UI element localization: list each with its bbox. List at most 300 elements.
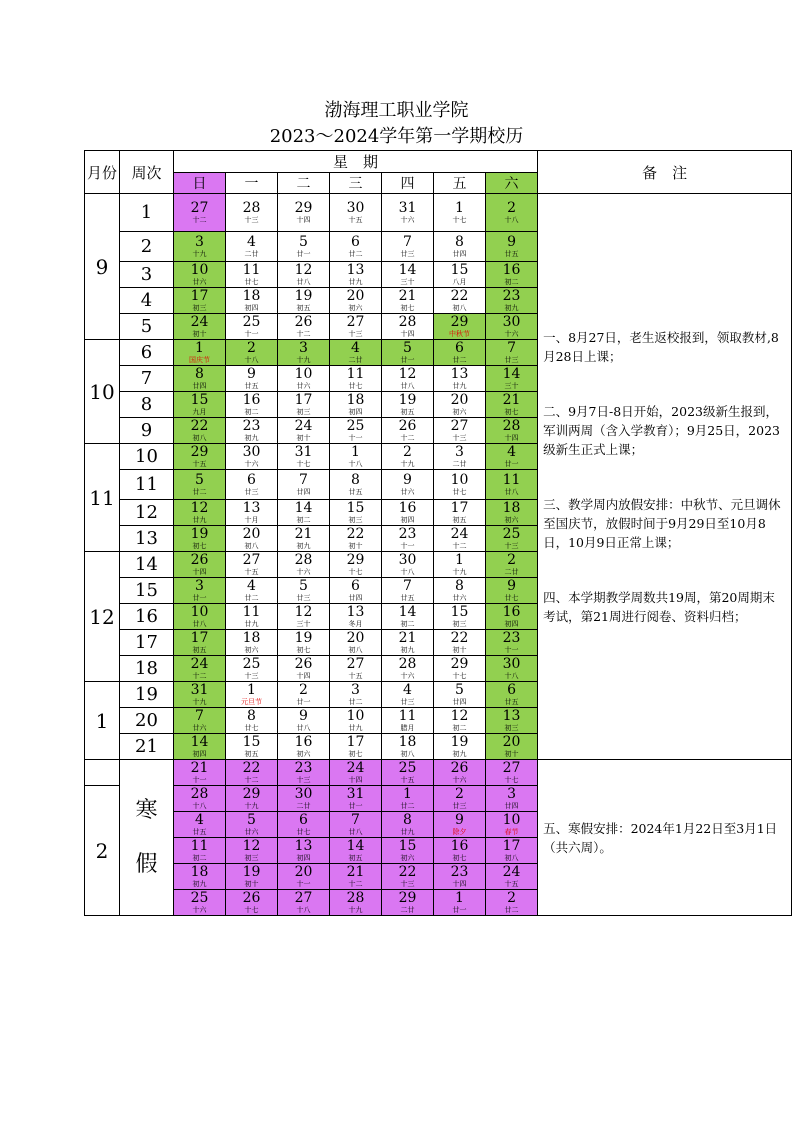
lunar-date: 初三: [348, 515, 363, 524]
day-cell: [382, 838, 434, 864]
lunar-date: 腊月: [400, 723, 415, 732]
day-cell: [278, 470, 330, 500]
day-number: 10: [294, 365, 313, 382]
day-number: 23: [502, 629, 521, 646]
week-number: 3: [120, 262, 174, 288]
lunar-date: 十五: [192, 459, 207, 468]
lunar-date: 十三: [452, 433, 467, 442]
lunar-date: 廿九: [348, 723, 363, 732]
day-number: 31: [346, 785, 365, 802]
lunar-date: 二廿: [400, 905, 415, 914]
lunar-date: 二廿: [244, 249, 259, 258]
day-cell: [486, 418, 538, 444]
day-number: 1: [351, 443, 360, 460]
day-number: 15: [242, 733, 261, 750]
day-number: 10: [346, 707, 365, 724]
day-cell: [174, 812, 226, 838]
day-cell: [434, 314, 486, 340]
lunar-date: 初六: [452, 407, 467, 416]
day-number: 21: [346, 863, 365, 880]
day-number: 29: [294, 199, 313, 216]
day-cell: [434, 838, 486, 864]
lunar-date: 初五: [348, 853, 363, 862]
lunar-date: 十二: [296, 329, 311, 338]
day-cell: [486, 682, 538, 708]
day-number: 22: [242, 759, 261, 776]
weekday-fri: 五: [434, 173, 486, 194]
calendar-title: 2023～2024学年第一学期校历: [269, 126, 524, 147]
day-number: 14: [398, 603, 417, 620]
day-number: 20: [294, 863, 313, 880]
day-number: 27: [294, 889, 313, 906]
day-number: 3: [195, 577, 204, 594]
day-number: 28: [346, 889, 365, 906]
week-number: 19: [120, 682, 174, 708]
week-number: 6: [120, 340, 174, 366]
day-cell: [278, 734, 330, 760]
day-number: 30: [398, 551, 417, 568]
day-cell: [330, 630, 382, 656]
day-number: 15: [450, 603, 469, 620]
lunar-date: 初二: [452, 723, 467, 732]
lunar-date: 初四: [348, 407, 363, 416]
lunar-date: 十一: [244, 329, 259, 338]
lunar-date: 十三: [296, 775, 311, 784]
day-number: 1: [195, 339, 204, 356]
day-cell: [174, 864, 226, 890]
day-cell: [278, 708, 330, 734]
day-cell: [486, 838, 538, 864]
lunar-date: 初二: [504, 277, 519, 286]
day-cell: [434, 262, 486, 288]
day-cell: [174, 604, 226, 630]
day-number: 26: [398, 417, 417, 434]
day-cell: [226, 890, 278, 916]
lunar-date: 十八: [400, 567, 415, 576]
day-number: 4: [247, 577, 256, 594]
day-cell: [382, 500, 434, 526]
day-number: 18: [242, 287, 261, 304]
lunar-date: 十七: [504, 775, 519, 784]
day-cell: [434, 630, 486, 656]
day-number: 6: [455, 339, 464, 356]
day-number: 26: [450, 759, 469, 776]
day-cell: [174, 786, 226, 812]
lunar-date: 除夕: [452, 827, 467, 836]
lunar-date: 初十: [348, 541, 363, 550]
day-number: 21: [398, 629, 417, 646]
day-number: 15: [346, 499, 365, 516]
week-number: 5: [120, 314, 174, 340]
day-number: 22: [450, 287, 469, 304]
day-cell: [278, 786, 330, 812]
day-number: 2: [455, 785, 464, 802]
lunar-date: 廿三: [400, 697, 415, 706]
day-cell: [434, 760, 486, 786]
day-cell: [434, 392, 486, 418]
day-cell: [330, 656, 382, 682]
lunar-date: 十六: [504, 329, 519, 338]
day-number: 28: [294, 551, 313, 568]
lunar-date: 廿八: [504, 487, 519, 496]
day-cell: [330, 340, 382, 366]
day-cell: [174, 578, 226, 604]
day-number: 25: [502, 525, 521, 542]
day-cell: [382, 314, 434, 340]
day-number: 14: [294, 499, 313, 516]
lunar-date: 廿四: [504, 801, 519, 810]
day-number: 28: [398, 655, 417, 672]
week-number: 17: [120, 630, 174, 656]
day-cell: [382, 578, 434, 604]
calendar-row: [85, 760, 792, 786]
day-number: 3: [299, 339, 308, 356]
day-cell: [330, 552, 382, 578]
day-number: 15: [190, 391, 209, 408]
day-number: 2: [403, 443, 412, 460]
lunar-date: 十八: [504, 215, 519, 224]
lunar-date: 九月: [192, 407, 207, 416]
day-cell: [434, 366, 486, 392]
day-cell: [226, 366, 278, 392]
lunar-date: 廿三: [296, 593, 311, 602]
day-number: 12: [294, 603, 313, 620]
day-number: 19: [294, 287, 313, 304]
lunar-date: 廿四: [452, 249, 467, 258]
day-number: 30: [294, 785, 313, 802]
month-cell: 11: [85, 444, 120, 552]
lunar-date: 初七: [504, 407, 519, 416]
day-cell: [226, 340, 278, 366]
day-number: 23: [398, 525, 417, 542]
lunar-date: 初五: [296, 303, 311, 312]
note-item: 五、寒假安排：2024年1月22日至3月1日（共六周）。: [543, 820, 778, 855]
day-cell: [330, 604, 382, 630]
lunar-date: 廿一: [348, 801, 363, 810]
lunar-date: 廿二: [348, 697, 363, 706]
day-cell: [382, 444, 434, 470]
day-number: 29: [190, 443, 209, 460]
day-number: 16: [398, 499, 417, 516]
lunar-date: 廿一: [296, 249, 311, 258]
lunar-date: 元旦节: [241, 697, 262, 706]
lunar-date: 廿八: [400, 381, 415, 390]
day-cell: [278, 760, 330, 786]
day-cell: [330, 734, 382, 760]
day-cell: [486, 392, 538, 418]
day-cell: [174, 194, 226, 232]
lunar-date: 十九: [400, 459, 415, 468]
weekday-sat: 六: [486, 173, 538, 194]
lunar-date: 十一: [296, 879, 311, 888]
day-number: 22: [450, 629, 469, 646]
lunar-date: 初二: [400, 619, 415, 628]
lunar-date: 十五: [348, 215, 363, 224]
day-number: 23: [450, 863, 469, 880]
day-number: 29: [450, 313, 469, 330]
month-cell: [85, 760, 120, 786]
lunar-date: 冬月: [348, 619, 363, 628]
lunar-date: 十八: [504, 671, 519, 680]
day-cell: [330, 864, 382, 890]
day-cell: [486, 604, 538, 630]
lunar-date: 初三: [244, 853, 259, 862]
day-number: 17: [450, 499, 469, 516]
day-cell: [382, 340, 434, 366]
week-number: 4: [120, 288, 174, 314]
day-cell: [278, 552, 330, 578]
lunar-date: 初三: [296, 407, 311, 416]
lunar-date: 初十: [504, 749, 519, 758]
day-cell: [434, 232, 486, 262]
lunar-date: 三十: [400, 277, 415, 286]
day-number: 14: [190, 733, 209, 750]
day-number: 28: [190, 785, 209, 802]
day-number: 5: [299, 577, 308, 594]
day-cell: [486, 314, 538, 340]
day-cell: [226, 500, 278, 526]
lunar-date: 初八: [400, 749, 415, 758]
day-cell: [434, 812, 486, 838]
week-number: 16: [120, 604, 174, 630]
day-number: 27: [502, 759, 521, 776]
lunar-date: 十六: [296, 567, 311, 576]
day-number: 24: [190, 655, 209, 672]
day-number: 17: [190, 287, 209, 304]
day-number: 14: [502, 365, 521, 382]
day-cell: [278, 392, 330, 418]
day-number: 27: [190, 199, 209, 216]
lunar-date: 十七: [348, 567, 363, 576]
day-number: 22: [398, 863, 417, 880]
lunar-date: 初四: [504, 619, 519, 628]
month-cell: 10: [85, 340, 120, 444]
lunar-date: 十三: [244, 215, 259, 224]
day-cell: [278, 604, 330, 630]
day-cell: [382, 194, 434, 232]
day-number: 24: [346, 759, 365, 776]
lunar-date: 二廿: [452, 459, 467, 468]
day-number: 6: [299, 811, 308, 828]
day-number: 23: [242, 417, 261, 434]
lunar-date: 中秋节: [449, 329, 470, 338]
lunar-date: 十二: [348, 879, 363, 888]
day-number: 2: [507, 551, 516, 568]
lunar-date: 十九: [192, 249, 207, 258]
week-number: 14: [120, 552, 174, 578]
day-number: 4: [507, 443, 516, 460]
day-cell: [486, 630, 538, 656]
lunar-date: 初二: [244, 407, 259, 416]
lunar-date: 十八: [192, 801, 207, 810]
day-cell: [174, 682, 226, 708]
lunar-date: 八月: [452, 277, 467, 286]
day-number: 13: [502, 707, 521, 724]
day-number: 1: [455, 199, 464, 216]
week-number: 9: [120, 418, 174, 444]
day-number: 17: [190, 629, 209, 646]
lunar-date: 廿六: [192, 277, 207, 286]
day-number: 25: [242, 655, 261, 672]
day-number: 16: [294, 733, 313, 750]
lunar-date: 廿五: [244, 381, 259, 390]
day-number: 8: [403, 811, 412, 828]
lunar-date: 十七: [244, 905, 259, 914]
day-number: 16: [450, 837, 469, 854]
lunar-date: 十三: [348, 329, 363, 338]
lunar-date: 初八: [504, 853, 519, 862]
day-number: 5: [455, 681, 464, 698]
day-cell: [174, 340, 226, 366]
day-cell: [486, 552, 538, 578]
lunar-date: 三十: [504, 381, 519, 390]
day-cell: [278, 864, 330, 890]
day-number: 27: [346, 313, 365, 330]
day-cell: [226, 760, 278, 786]
lunar-date: 廿七: [504, 593, 519, 602]
day-number: 2: [299, 681, 308, 698]
lunar-date: 初六: [244, 645, 259, 654]
lunar-date: 十二: [192, 215, 207, 224]
day-number: 30: [502, 655, 521, 672]
day-cell: [278, 262, 330, 288]
day-cell: [330, 682, 382, 708]
day-number: 30: [346, 199, 365, 216]
day-cell: [486, 760, 538, 786]
lunar-date: 初三: [192, 303, 207, 312]
lunar-date: 十四: [452, 879, 467, 888]
day-number: 20: [346, 629, 365, 646]
day-number: 9: [299, 707, 308, 724]
lunar-date: 初十: [244, 879, 259, 888]
lunar-date: 廿七: [348, 381, 363, 390]
day-number: 21: [294, 525, 313, 542]
day-cell: [330, 392, 382, 418]
day-cell: [278, 288, 330, 314]
weekday-sun: 日: [174, 173, 226, 194]
lunar-date: 廿八: [192, 619, 207, 628]
day-cell: [330, 366, 382, 392]
week-number: 2: [120, 232, 174, 262]
week-number: 15: [120, 578, 174, 604]
week-number: 10: [120, 444, 174, 470]
weekday-wed: 三: [330, 173, 382, 194]
lunar-date: 十五: [244, 567, 259, 576]
day-cell: [434, 786, 486, 812]
day-number: 11: [502, 471, 521, 488]
day-number: 27: [450, 417, 469, 434]
lunar-date: 十九: [296, 355, 311, 364]
lunar-date: 十九: [192, 697, 207, 706]
week-header: 周次: [120, 151, 174, 194]
note-item: 一、8月27日，老生返校报到，领取教材,8月28日上课；: [543, 329, 779, 364]
day-cell: [330, 786, 382, 812]
day-number: 9: [403, 471, 412, 488]
day-cell: [486, 890, 538, 916]
day-number: 12: [398, 365, 417, 382]
day-cell: [226, 656, 278, 682]
lunar-date: 廿八: [348, 827, 363, 836]
day-number: 1: [403, 785, 412, 802]
lunar-date: 十八: [348, 459, 363, 468]
day-cell: [226, 838, 278, 864]
day-number: 16: [502, 603, 521, 620]
day-number: 29: [450, 655, 469, 672]
day-cell: [174, 470, 226, 500]
day-number: 30: [502, 313, 521, 330]
day-cell: [226, 734, 278, 760]
day-cell: [278, 630, 330, 656]
day-cell: [278, 682, 330, 708]
day-cell: [486, 194, 538, 232]
day-number: 2: [507, 889, 516, 906]
lunar-date: 廿二: [452, 355, 467, 364]
lunar-date: 初七: [452, 853, 467, 862]
lunar-date: 初六: [504, 515, 519, 524]
day-cell: [486, 444, 538, 470]
day-number: 28: [502, 417, 521, 434]
lunar-date: 初三: [504, 723, 519, 732]
day-cell: [382, 552, 434, 578]
lunar-date: 廿九: [348, 277, 363, 286]
lunar-date: 初六: [400, 853, 415, 862]
day-number: 25: [190, 889, 209, 906]
day-cell: [226, 812, 278, 838]
lunar-date: 廿二: [244, 593, 259, 602]
day-number: 8: [455, 577, 464, 594]
day-number: 13: [450, 365, 469, 382]
day-cell: [434, 552, 486, 578]
lunar-date: 廿六: [400, 487, 415, 496]
week-number: 12: [120, 500, 174, 526]
day-cell: [382, 656, 434, 682]
day-number: 6: [247, 471, 256, 488]
semester-notes: [538, 194, 792, 760]
day-number: 4: [247, 233, 256, 250]
school-name: 渤海理工职业学院: [324, 100, 469, 121]
lunar-date: 十四: [348, 775, 363, 784]
day-number: 4: [195, 811, 204, 828]
day-cell: [486, 786, 538, 812]
day-cell: [174, 890, 226, 916]
day-number: 31: [398, 199, 417, 216]
day-number: 13: [242, 499, 261, 516]
lunar-date: 廿二: [504, 905, 519, 914]
lunar-date: 初八: [244, 541, 259, 550]
week-number: 11: [120, 470, 174, 500]
day-cell: [434, 444, 486, 470]
day-number: 19: [294, 629, 313, 646]
weekday-tue: 二: [278, 173, 330, 194]
day-number: 11: [346, 365, 365, 382]
day-number: 4: [403, 681, 412, 698]
day-cell: [486, 812, 538, 838]
lunar-date: 廿二: [400, 801, 415, 810]
note-item: 二、9月7日-8日开始，2023级新生报到，军训两周（含入学教育）；9月25日，2023级新生正式上课；: [543, 403, 780, 457]
lunar-date: 廿二: [192, 487, 207, 496]
lunar-date: 十七: [452, 671, 467, 680]
day-cell: [382, 812, 434, 838]
lunar-date: 廿五: [504, 697, 519, 706]
day-number: 7: [507, 339, 516, 356]
day-cell: [330, 890, 382, 916]
day-cell: [382, 262, 434, 288]
day-number: 18: [190, 863, 209, 880]
lunar-date: 十六: [244, 459, 259, 468]
day-number: 3: [351, 681, 360, 698]
day-number: 5: [299, 233, 308, 250]
day-number: 5: [403, 339, 412, 356]
